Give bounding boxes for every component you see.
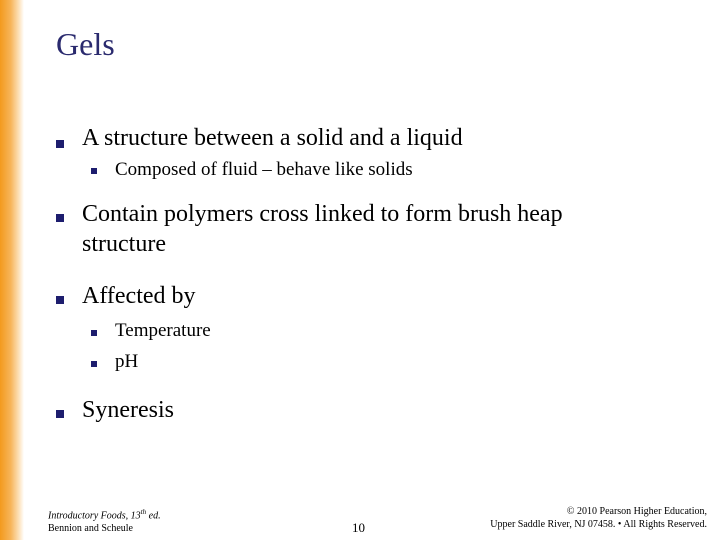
sub-bullet-text: Temperature (115, 320, 211, 341)
sub-bullet-square-icon (91, 330, 97, 336)
book-title: Introductory Foods, 13th ed. (48, 508, 161, 522)
bullet-square-icon (56, 214, 64, 222)
footer-book-citation (48, 506, 161, 535)
footer-copyright (447, 505, 707, 531)
slide-title: Gels (56, 26, 115, 62)
sub-bullet-square-icon (91, 361, 97, 367)
bullet-square-icon (56, 296, 64, 304)
bullet-square-icon (56, 140, 64, 148)
bullet-square-icon (56, 410, 64, 418)
bullet-text: Affected by (82, 283, 196, 309)
bullet-text-line-2: structure (82, 231, 166, 257)
sub-bullet-text: Composed of fluid – behave like solids (115, 159, 413, 180)
book-authors: Bennion and Scheule (48, 523, 133, 535)
bullet-text: A structure between a solid and a liquid (82, 125, 463, 151)
copyright-line-2: Upper Saddle River, NJ 07458. • All Rights Reserved. (490, 519, 707, 530)
bullet-text: Syneresis (82, 397, 174, 423)
bullet-text-line-1: Contain polymers cross linked to form brush heap (82, 201, 563, 227)
page-number: 10 (352, 520, 365, 535)
copyright-line-1: © 2010 Pearson Higher Education, (566, 506, 707, 517)
orange-accent-bar (0, 0, 24, 540)
sub-bullet-text: pH (115, 351, 139, 372)
sub-bullet-square-icon (91, 168, 97, 174)
